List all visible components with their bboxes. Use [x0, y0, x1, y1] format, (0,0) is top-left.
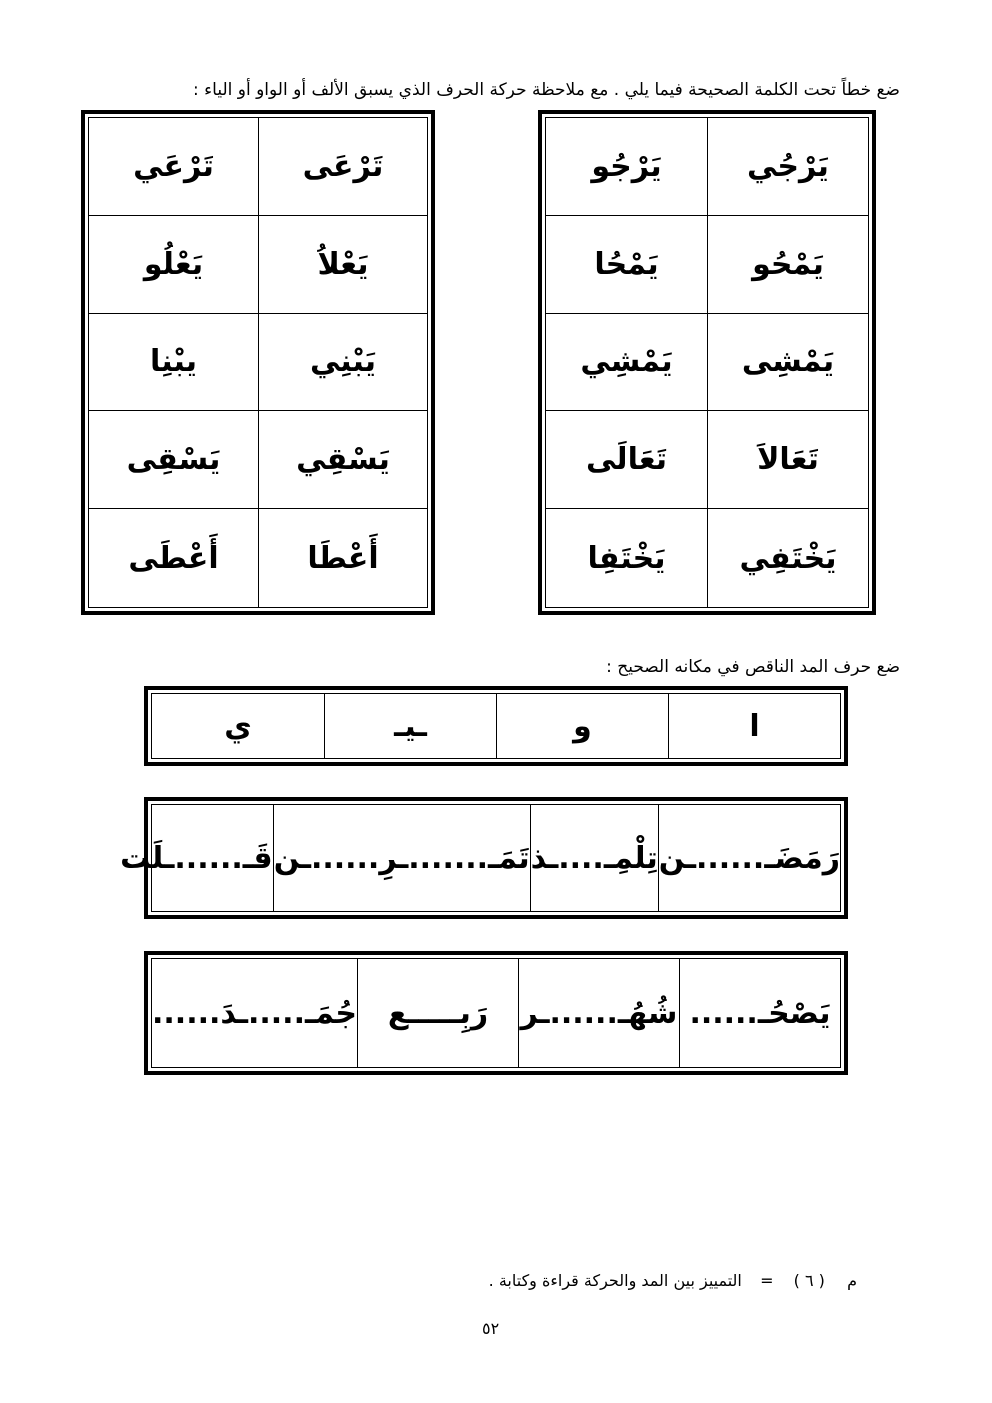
word-cell[interactable]: يبْنِا — [89, 314, 258, 412]
instruction-underline: ضع خطاً تحت الكلمة الصحيحة فيما يلي . مع ملاحظة حركة الحرف الذي يسبق الألف أو الواو أو الياء : — [193, 80, 900, 100]
letter-cell: و — [496, 694, 668, 758]
fill-word-cell[interactable]: رَبِـــــع — [357, 959, 518, 1067]
fill-word-cell[interactable]: تِلْمِـ....ـذ — [530, 805, 658, 911]
word-cell[interactable]: يَمْشِى — [707, 314, 868, 412]
fill-table-1 — [120, 797, 848, 919]
word-cell[interactable]: يَسْقِي — [258, 411, 427, 509]
fill-table-2 — [144, 951, 848, 1075]
letter-cell: ي — [224, 708, 252, 744]
word-cell[interactable]: يَبْنِي — [258, 314, 427, 412]
word-cell[interactable]: يَعْلاُ — [258, 216, 427, 314]
fill-word-cell[interactable]: شُهُـ......ـر — [518, 959, 679, 1067]
lesson-number: ( ٦ ) — [793, 1271, 825, 1290]
fill-word-cell[interactable]: رَمَضَـ......ـن — [658, 805, 840, 911]
fill-word-cell[interactable]: قَـ......ـلَت — [120, 840, 273, 876]
word-cell[interactable]: تَرْعَي — [89, 118, 258, 216]
lesson-label: م — [847, 1271, 857, 1290]
lesson-footer — [489, 1271, 857, 1290]
letter-cell: ا — [668, 694, 840, 758]
word-cell[interactable]: يَرْجُي — [707, 118, 868, 216]
word-cell[interactable]: يَعْلُو — [89, 216, 258, 314]
fill-word-cell[interactable]: يَصْحُـ...... — [679, 959, 840, 1067]
letters-table — [144, 686, 848, 766]
instruction-fill: ضع حرف المد الناقص في مكانه الصحيح : — [606, 657, 900, 677]
word-cell[interactable]: يَمْشِي — [546, 314, 707, 412]
word-cell[interactable]: أَعْطَى — [128, 540, 219, 576]
letter-cell: ـيـ — [324, 694, 496, 758]
word-cell[interactable]: يَخْتَفِي — [707, 509, 868, 607]
word-cell[interactable]: تَعَالَى — [546, 411, 707, 509]
word-cell[interactable]: يَمْحُا — [546, 216, 707, 314]
fill-word-cell[interactable]: جُمَـ.....ـدَ...... — [152, 995, 357, 1031]
page-number: ٥٢ — [482, 1319, 500, 1338]
word-cell[interactable]: تَرْعَى — [258, 118, 427, 216]
word-cell[interactable]: يَخْتَفِا — [587, 540, 666, 576]
lesson-title: التمييز بين المد والحركة قراءة وكتابة . — [488, 1271, 742, 1290]
word-cell[interactable]: يَرْجُو — [546, 118, 707, 216]
word-table-left — [81, 110, 435, 615]
fill-word-cell[interactable]: تَمَـ.......ـرِ......ـن — [273, 805, 530, 911]
lesson-equals: = — [760, 1271, 774, 1290]
word-cell[interactable]: يَمْحُو — [707, 216, 868, 314]
word-cell[interactable]: يَسْقِى — [89, 411, 258, 509]
word-cell[interactable]: أَعْطَا — [258, 509, 427, 607]
word-cell[interactable]: تَعَالاَ — [707, 411, 868, 509]
word-table-right — [538, 110, 876, 615]
